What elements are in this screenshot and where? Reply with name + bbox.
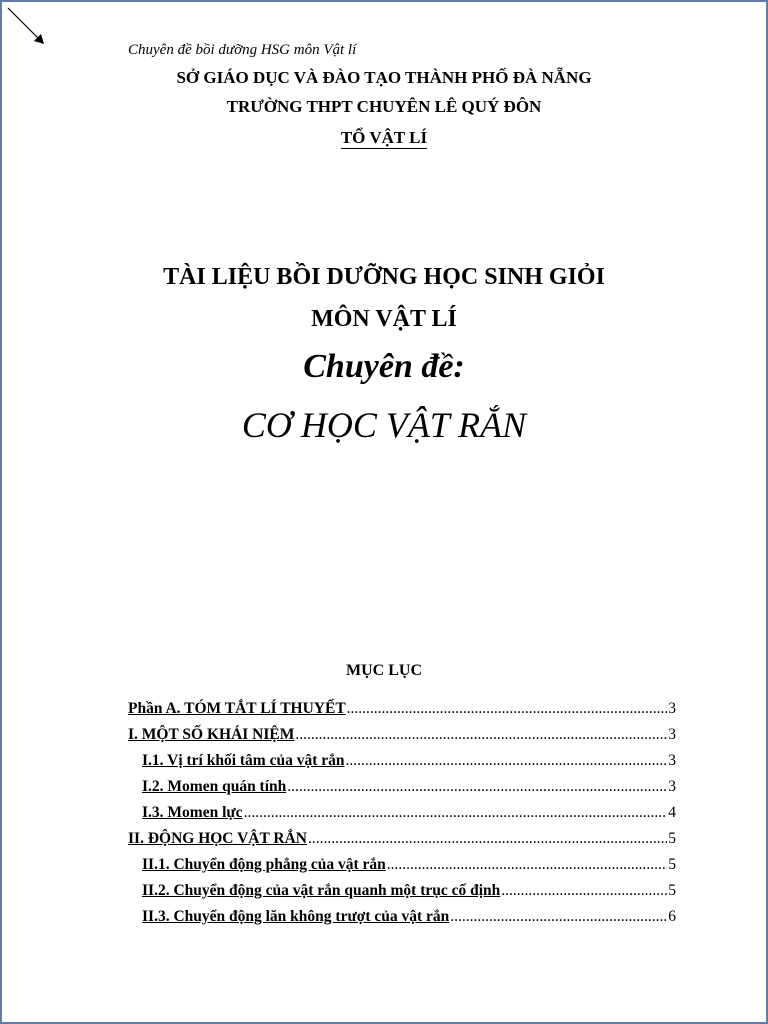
school-name: TRƯỜNG THPT CHUYÊN LÊ QUÝ ĐÔN <box>226 97 542 116</box>
toc-item-label: II. ĐỘNG HỌC VẬT RẮN <box>128 830 307 847</box>
group-name: TỔ VẬT LÍ <box>340 128 428 147</box>
department-name: SỞ GIÁO DỤC VÀ ĐÀO TẠO THÀNH PHỐ ĐÀ NẴNG <box>176 68 592 87</box>
toc-item[interactable] <box>128 752 676 778</box>
running-header: Chuyên đề bồi dưỡng HSG môn Vật lí <box>128 42 357 58</box>
toc-item-label: I.1. Vị trí khối tâm của vật rắn <box>142 752 345 769</box>
topic-title: CƠ HỌC VẬT RẮN <box>241 405 527 445</box>
toc-item-page: 3 <box>668 700 676 717</box>
toc-item-page: 3 <box>668 778 676 795</box>
topic-label: Chuyên đề: <box>303 348 465 385</box>
toc-leader-dots <box>450 908 667 926</box>
toc-item-label: I.3. Momen lực <box>142 804 243 821</box>
toc-item-label: II.3. Chuyển động lăn không trượt của vật rắn <box>142 908 450 925</box>
toc-item[interactable] <box>128 882 676 908</box>
toc-item-page: 4 <box>668 804 676 821</box>
toc-item-page: 5 <box>668 882 676 899</box>
toc-item[interactable] <box>128 726 676 752</box>
toc-item-page: 5 <box>668 830 676 847</box>
document-title-line1: TÀI LIỆU BỒI DƯỠNG HỌC SINH GIỎI <box>163 264 605 290</box>
toc-leader-dots <box>244 804 668 822</box>
toc-item[interactable] <box>128 778 676 804</box>
toc-leader-dots <box>346 752 668 770</box>
toc-item[interactable] <box>128 856 676 882</box>
document-title-line2: MÔN VẬT LÍ <box>311 306 457 332</box>
toc-item[interactable] <box>128 830 676 856</box>
toc-item[interactable] <box>128 908 676 934</box>
toc-item-page: 3 <box>668 752 676 769</box>
toc-item-page: 6 <box>668 908 676 925</box>
toc-leader-dots <box>295 726 667 744</box>
toc-leader-dots <box>308 830 667 848</box>
toc-leader-dots <box>347 700 668 718</box>
toc-item-page: 3 <box>668 726 676 743</box>
toc-item-label: Phần A. TÓM TẮT LÍ THUYẾT <box>128 700 346 717</box>
group-name-wrapper <box>0 128 768 148</box>
toc-item-label: II.1. Chuyển động phẳng của vật rắn <box>142 856 386 873</box>
toc-leader-dots <box>387 856 667 874</box>
toc-item-label: II.2. Chuyển động của vật rắn quanh một trục cố định <box>142 882 501 899</box>
toc-item-page: 5 <box>668 856 676 873</box>
table-of-contents <box>128 700 676 934</box>
toc-item-label: I. MỘT SỐ KHÁI NIỆM <box>128 726 295 743</box>
toc-item-label: I.2. Momen quán tính <box>142 778 287 795</box>
toc-leader-dots <box>501 882 667 900</box>
toc-item[interactable] <box>128 700 676 726</box>
toc-leader-dots <box>287 778 667 796</box>
cursor-arrow-icon <box>6 6 48 48</box>
toc-item[interactable] <box>128 804 676 830</box>
toc-heading: MỤC LỤC <box>346 662 422 679</box>
